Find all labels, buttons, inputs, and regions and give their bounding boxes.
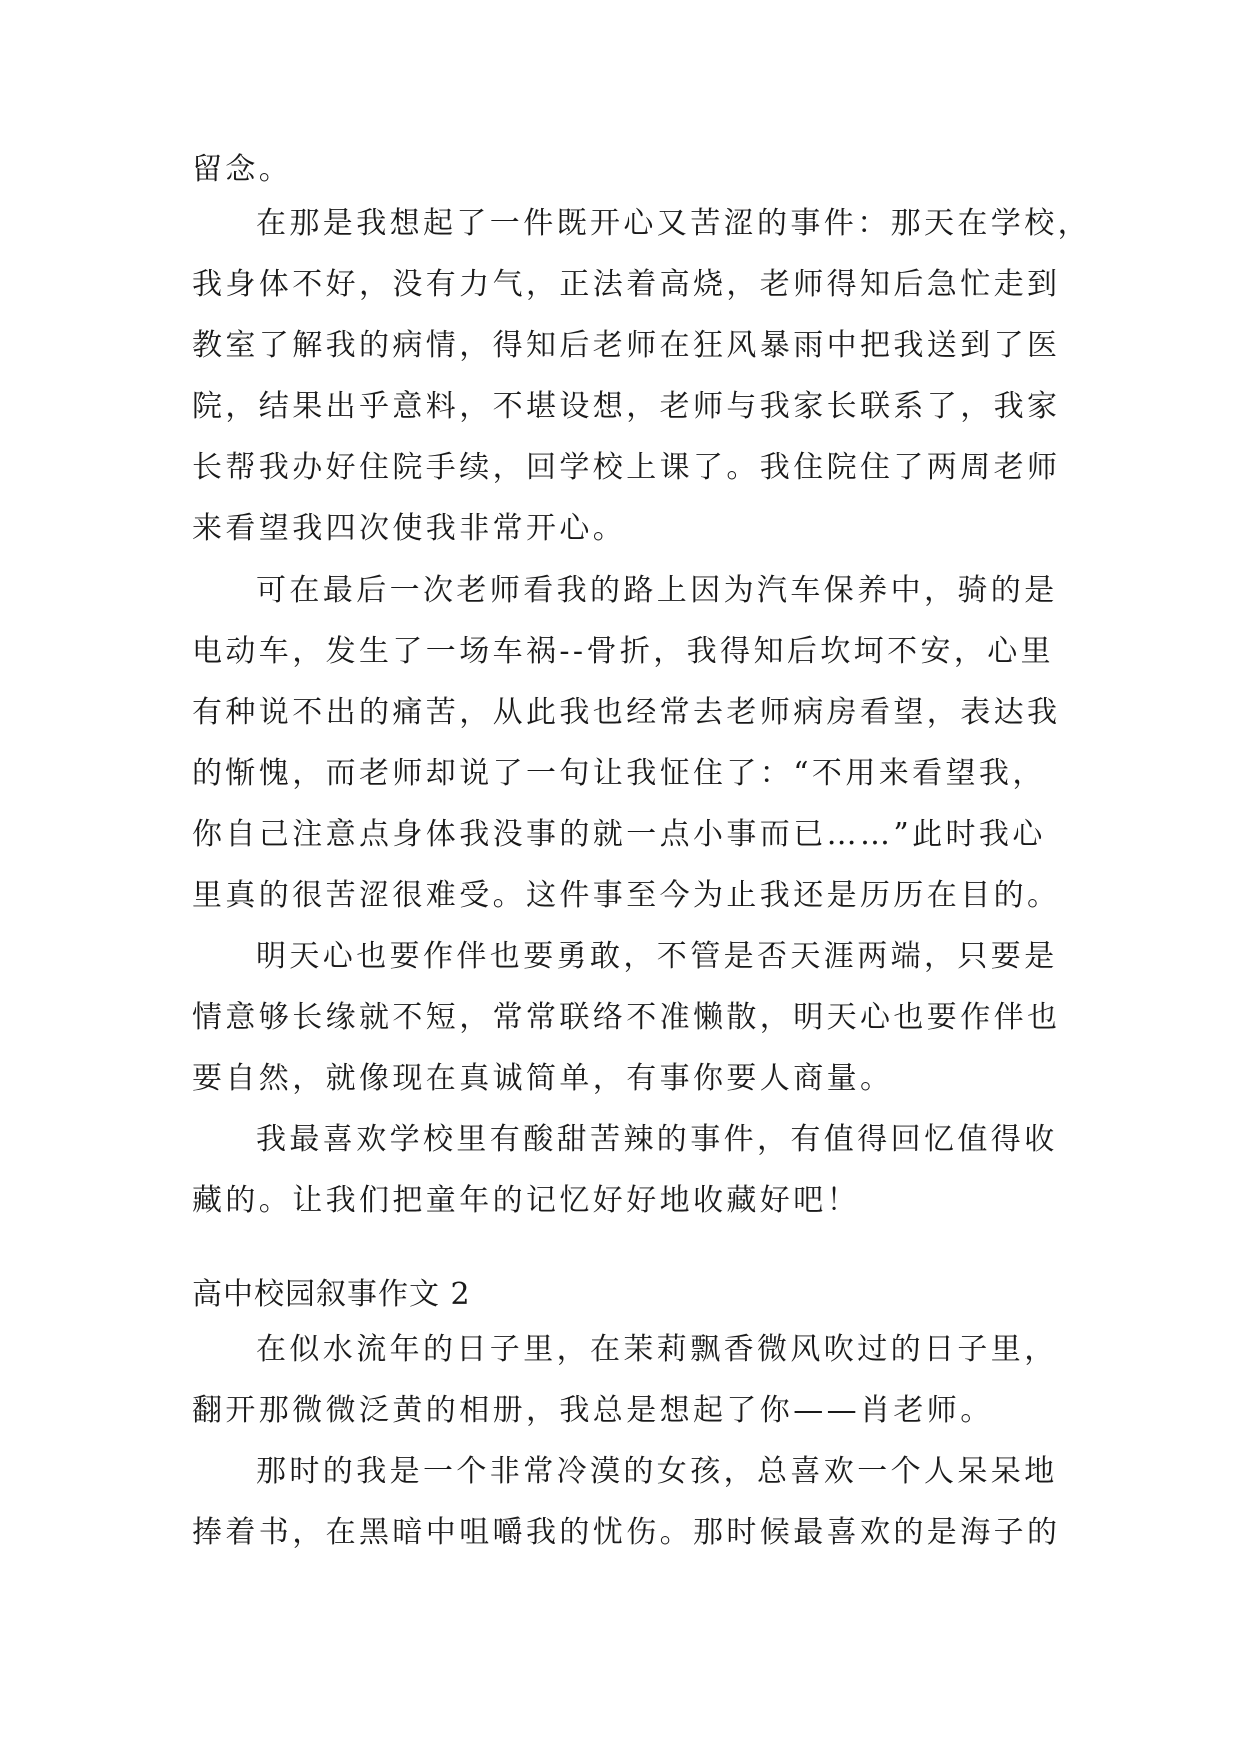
- text-line: 翻开那微微泛黄的相册，我总是想起了你——肖老师。: [192, 1393, 994, 1428]
- text-line: 长帮我办好住院手续，回学校上课了。我住院住了两周老师: [192, 450, 1061, 485]
- text-line: 明天心也要作伴也要勇敢，不管是否天涯两端，只要是: [256, 939, 1058, 974]
- paragraph: [192, 571, 1060, 916]
- text-line: 在那是我想起了一件既开心又苦涩的事件：那天在学校，: [256, 206, 1091, 241]
- text-line: 院，结果出乎意料，不堪设想，老师与我家长联系了，我家: [192, 389, 1061, 424]
- text-line: 你自己注意点身体我没事的就一点小事而已……”此时我心: [192, 817, 1046, 852]
- text-line: 来看望我四次使我非常开心。: [192, 511, 627, 546]
- text-line: 留念。: [192, 152, 293, 187]
- paragraph: [192, 1330, 1058, 1431]
- paragraph: [192, 1120, 1058, 1221]
- section-title: 高中校园叙事作文 2: [192, 1277, 471, 1312]
- text-line: 那时的我是一个非常冷漠的女孩，总喜欢一个人呆呆地: [256, 1454, 1058, 1489]
- text-line: 可在最后一次老师看我的路上因为汽车保养中，骑的是: [256, 573, 1058, 608]
- text-line: 我身体不好，没有力气，正法着高烧，老师得知后急忙走到: [192, 267, 1061, 302]
- text-line: 里真的很苦涩很难受。这件事至今为止我还是历历在目的。: [192, 878, 1061, 913]
- text-line: 捧着书，在黑暗中咀嚼我的忧伤。那时候最喜欢的是海子的: [192, 1515, 1061, 1550]
- paragraph: [192, 204, 1091, 549]
- text-line: 的惭愧，而老师却说了一句让我怔住了：“不用来看望我，: [192, 756, 1046, 791]
- text-line: 有种说不出的痛苦，从此我也经常去老师病房看望，表达我: [192, 695, 1061, 730]
- text-line: 情意够长缘就不短，常常联络不准懒散，明天心也要作伴也: [192, 1000, 1061, 1035]
- text-line: 要自然，就像现在真诚简单，有事你要人商量。: [192, 1061, 894, 1096]
- paragraph: [192, 150, 292, 190]
- text-line: 教室了解我的病情，得知后老师在狂风暴雨中把我送到了医: [192, 328, 1061, 363]
- paragraph: [192, 1452, 1060, 1553]
- text-line: 在似水流年的日子里，在茉莉飘香微风吹过的日子里，: [256, 1332, 1058, 1367]
- paragraph: [192, 937, 1060, 1099]
- text-line: 藏的。让我们把童年的记忆好好地收藏好吧！: [192, 1183, 860, 1218]
- text-line: 我最喜欢学校里有酸甜苦辣的事件，有值得回忆值得收: [256, 1122, 1058, 1157]
- text-line: 电动车，发生了一场车祸--骨折，我得知后坎坷不安，心里: [192, 634, 1055, 669]
